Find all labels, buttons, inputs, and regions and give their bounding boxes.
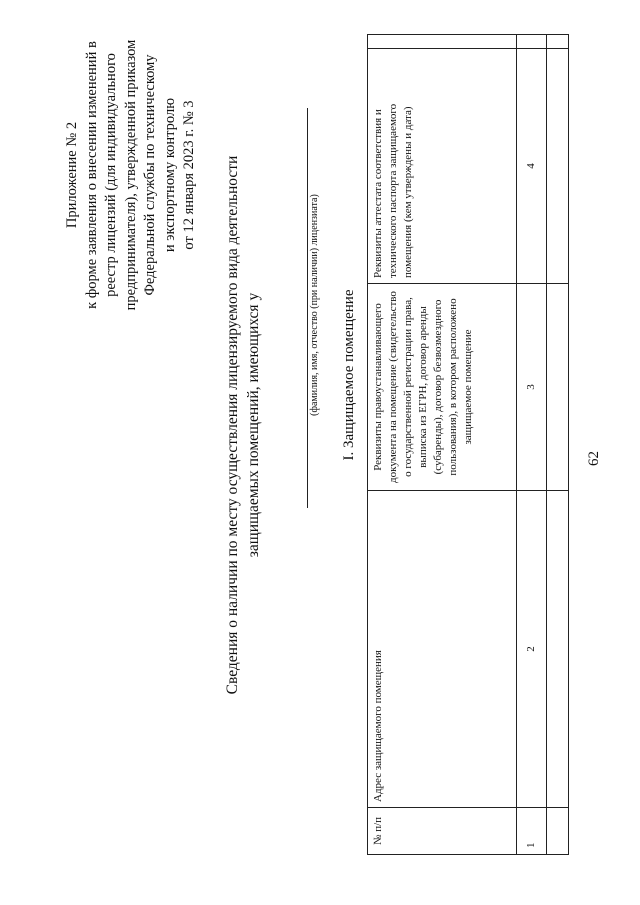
appendix-line: реестр лицензий (для индивидуального	[103, 53, 119, 297]
appendix-line: Приложение № 2	[64, 121, 80, 229]
column-number: 2	[517, 491, 547, 808]
appendix-line: Федеральной службы по техническому	[142, 54, 158, 296]
column-number: 3	[517, 284, 547, 491]
header-title-document: Реквизиты правоустанавливающего документа на помещение (свидетельство о государственной регистрации права, выписка из ЕГРН, договор аренды (субаренды), договор безвозмездного пользования), в котором расположено защищаемое помещение	[368, 284, 517, 491]
premises-table	[367, 34, 569, 855]
header-empty-cell	[368, 35, 517, 49]
appendix-line: от 12 января 2023 г. № 3	[181, 100, 197, 250]
appendix-line: и экспортному контролю	[161, 97, 178, 253]
table-cell	[547, 284, 569, 491]
empty-cell	[517, 35, 547, 49]
table-cell	[547, 35, 569, 49]
header-attestat: Реквизиты аттестата соответствия и технического паспорта защищаемого помещения (кем утверждены и дата)	[368, 49, 517, 284]
heading-line: Сведения о наличии по месту осуществления лицензируемого вида деятельности	[224, 155, 241, 695]
header-number: № п/п	[368, 808, 517, 855]
column-number-row	[517, 35, 547, 855]
table-cell	[547, 49, 569, 284]
page-number: 62	[586, 451, 602, 466]
appendix-header	[63, 15, 200, 335]
table-row	[547, 35, 569, 855]
column-number: 4	[517, 49, 547, 284]
header-address: Адрес защищаемого помещения	[368, 491, 517, 808]
table-header-row	[368, 35, 517, 855]
heading-line: защищаемых помещений, имеющихся у	[245, 292, 262, 558]
appendix-line: предпринимателя), утвержденной приказом	[122, 39, 139, 311]
column-number: 1	[517, 808, 547, 855]
appendix-line: к форме заявления о внесении изменений в	[83, 41, 100, 309]
table-cell	[547, 808, 569, 855]
table-cell	[547, 491, 569, 808]
licensee-name-caption: (фамилия, имя, отчество (при наличии) лицензиата)	[309, 194, 320, 416]
premises-table-wrapper	[367, 34, 569, 855]
licensee-name-line	[307, 108, 308, 508]
document-heading	[222, 85, 264, 765]
section-title: I. Защищаемое помещение	[341, 289, 357, 461]
